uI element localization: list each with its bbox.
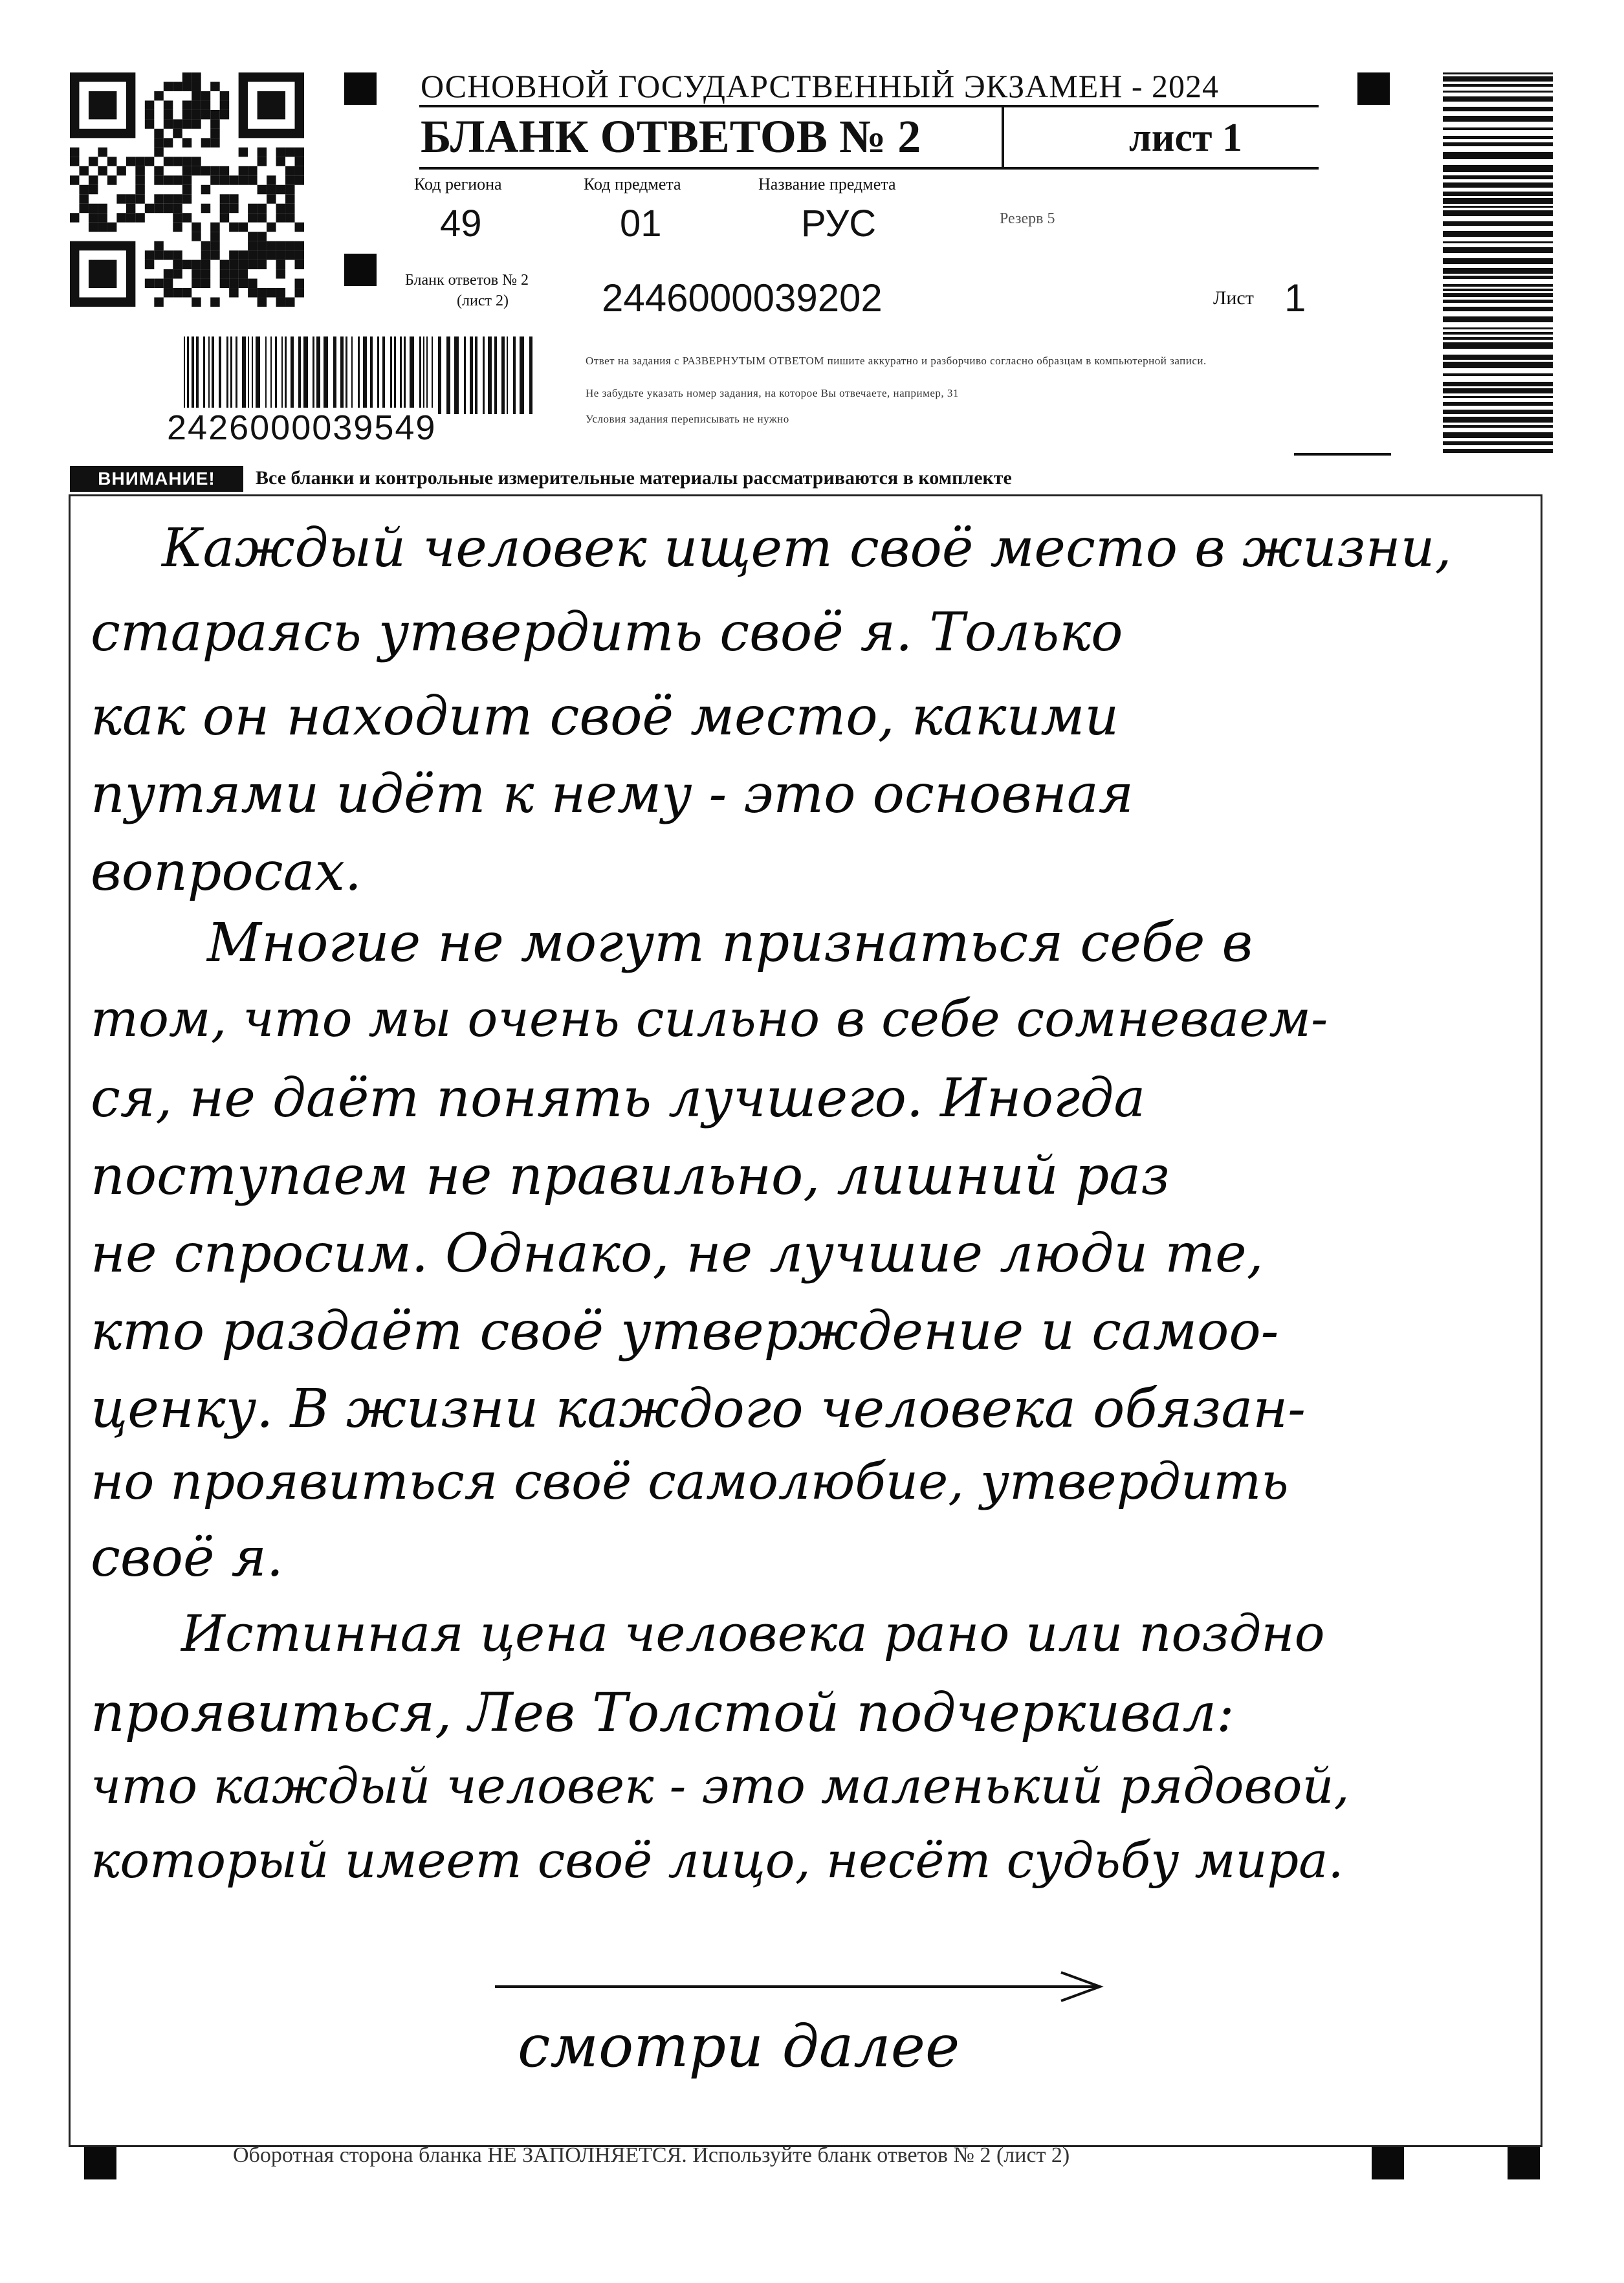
sheet-number: 1 (1284, 276, 1306, 320)
handwritten-line: кто раздаёт своё утверждение и самоо- (91, 1301, 1279, 1362)
handwritten-line: проявиться, Лев Толстой подчеркивал: (91, 1682, 1234, 1744)
subject-code-value: 01 (620, 203, 662, 245)
subject-code-label: Код предмета (584, 175, 681, 193)
blank-number: 2446000039202 (602, 276, 883, 320)
handwritten-line: вопросах. (91, 841, 362, 903)
barcode-number: 2426000039549 (167, 408, 437, 447)
handwritten-line: своё я. (91, 1527, 283, 1589)
warning-text: Все бланки и контрольные измерительные материалы рассматриваются в комплекте (256, 467, 1012, 489)
footer-note: Оборотная сторона бланка НЕ ЗАПОЛНЯЕТСЯ. Используйте бланк ответов № 2 (лист 2) (233, 2143, 1070, 2167)
header-tail-rule (1294, 453, 1391, 456)
exam-title: ОСНОВНОЙ ГОСУДАРСТВЕННЫЙ ЭКЗАМЕН - 2024 (421, 68, 1219, 104)
registration-mark-bottom-right (1508, 2147, 1540, 2179)
registration-mark-top-left (344, 72, 377, 105)
horizontal-barcode (184, 336, 533, 414)
instruction-line-3: Условия задания переписывать не нужно (586, 413, 789, 425)
handwritten-line: том, что мы очень сильно в себе сомневаем- (91, 990, 1328, 1048)
handwritten-line: Многие не могут признаться себе в (207, 912, 1253, 974)
registration-mark-bottom-mid (1372, 2147, 1404, 2179)
handwritten-line: но проявиться своё самолюбие, утвердить (91, 1453, 1289, 1511)
registration-mark-top-right (1357, 72, 1390, 105)
handwritten-line: не спросим. Однако, не лучшие люди те, (91, 1223, 1264, 1285)
answer-blank-sheet-label: (лист 2) (457, 292, 509, 309)
blank-title: БЛАНК ОТВЕТОВ № 2 (421, 111, 921, 162)
handwritten-line: поступаем не правильно, лишний раз (91, 1145, 1170, 1207)
subject-name-value: РУС (801, 203, 877, 245)
handwritten-line: как он находит своё место, какими (91, 686, 1119, 747)
instruction-line-2: Не забудьте указать номер задания, на которое Вы отвечаете, например, 31 (586, 387, 959, 399)
handwritten-line: что каждый человек - это маленький рядовой, (91, 1757, 1350, 1814)
header-divider (1002, 107, 1004, 168)
handwritten-line: ценку. В жизни каждого человека обязан- (91, 1378, 1306, 1440)
handwritten-line: который имеет своё лицо, несёт судьбу мира. (91, 1831, 1344, 1889)
answer-field[interactable] (69, 494, 1542, 2147)
handwritten-line: путями идёт к нему - это основная (91, 764, 1134, 825)
subject-name-label: Название предмета (758, 175, 896, 193)
vertical-barcode (1443, 72, 1553, 454)
qr-code (70, 72, 304, 307)
header-rule-2 (419, 167, 1319, 170)
region-code-label: Код региона (414, 175, 502, 193)
handwritten-line: ся, не даёт понять лучшего. Иногда (91, 1068, 1146, 1129)
warning-badge: ВНИМАНИЕ! (70, 466, 243, 492)
reserve-label: Резерв 5 (1000, 210, 1055, 227)
sheet-label: Лист (1213, 287, 1254, 309)
instruction-line-1: Ответ на задания с РАЗВЕРНУТЫМ ОТВЕТОМ пишите аккуратно и разборчиво согласно образцам в компьютерной записи. (586, 355, 1207, 367)
sheet-title: лист 1 (1129, 116, 1242, 160)
handwritten-line: стараясь утвердить своё я. Только (91, 602, 1123, 663)
registration-mark-mid-left (344, 254, 377, 286)
registration-mark-bottom-left (84, 2147, 116, 2179)
see-next-note: смотри далее (518, 2013, 960, 2080)
handwritten-line: Истинная цена человека рано или поздно (181, 1605, 1325, 1663)
handwritten-line: Каждый человек ищет своё место в жизни, (162, 518, 1452, 579)
region-code-value: 49 (440, 203, 482, 245)
answer-blank-label: Бланк ответов № 2 (405, 272, 529, 289)
header-rule (419, 105, 1319, 107)
